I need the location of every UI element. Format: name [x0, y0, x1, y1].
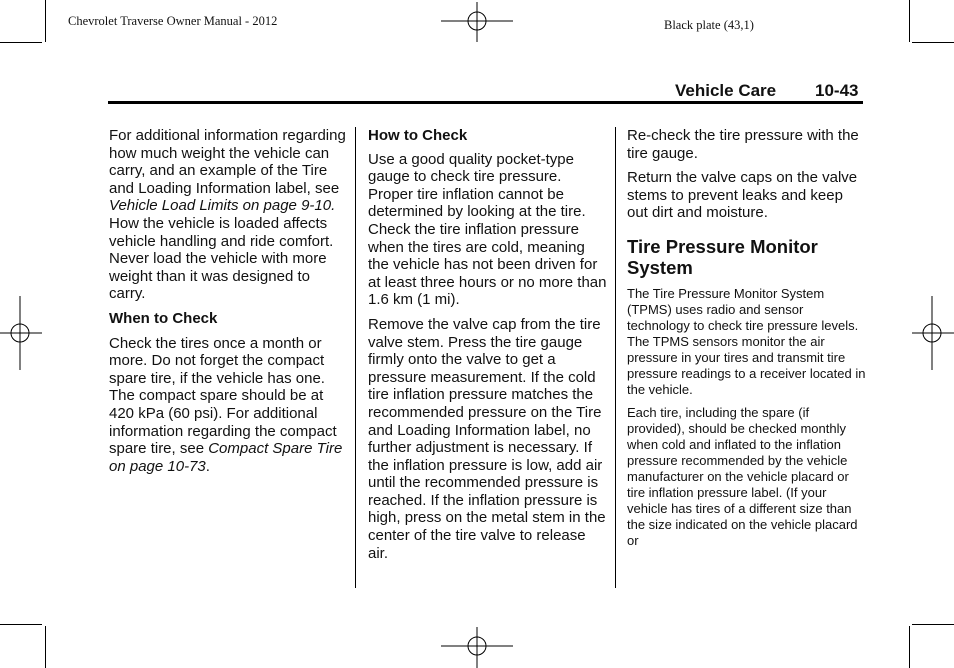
- crop-mark: [912, 624, 954, 625]
- plate-left-label: Chevrolet Traverse Owner Manual - 2012: [68, 14, 278, 28]
- column-1: [109, 127, 347, 482]
- text: Check the tires once a month or more. Do not forget the compact spare tire, if the vehicle has one. The compact spare should be at 420 kPa (60 psi). For additional information regarding the compact spare tire, see: [109, 334, 337, 458]
- paragraph: Remove the valve cap from the tire valve stem. Press the tire gauge firmly onto the valve to get a pressure measurement. If the cold tire inflation pressure matches the recommended pressure on the Tire and Loading Information label, no further adjustment is necessary. If the inflation pressure is low, add air until the recommended pressure is reached. If the inflation pressure is high, press on the metal stem in the center of the tire valve to release air.: [368, 315, 606, 562]
- plate-right-label: Black plate (43,1): [664, 18, 754, 32]
- crop-mark: [0, 42, 42, 43]
- column-divider: [355, 127, 356, 588]
- crop-mark: [45, 626, 46, 668]
- paragraph: The Tire Pressure Monitor System (TPMS) uses radio and sensor technology to check tire pressure levels. The TPMS sensors monitor the air pressure in your tires and transmit tire pressure readings to a receiver located in the vehicle.: [627, 285, 866, 397]
- registration-mark-left: [0, 296, 42, 370]
- subheading-when-to-check: When to Check: [109, 309, 218, 327]
- crop-mark: [909, 0, 910, 42]
- paragraph: Return the valve caps on the valve stems to prevent leaks and keep out dirt and moisture.: [627, 169, 858, 222]
- crop-mark: [0, 624, 42, 625]
- column-3: [627, 127, 867, 556]
- crop-mark: [909, 626, 910, 668]
- column-divider: [615, 127, 616, 588]
- crop-mark: [912, 42, 954, 43]
- registration-mark-right: [912, 296, 954, 370]
- column-2: [368, 127, 608, 569]
- registration-mark-top: [441, 2, 513, 44]
- page-number: 10-43: [815, 81, 859, 100]
- cross-reference-link[interactable]: Compact Spare Tire on page 10-73: [109, 440, 343, 475]
- paragraph: [109, 127, 347, 303]
- cross-reference-link[interactable]: Vehicle Load Limits on page 9-10.: [109, 197, 336, 215]
- text: .: [205, 457, 210, 475]
- paragraph: Each tire, including the spare (if provided), should be checked monthly when cold and inflated to the inflation pressure recommended by the vehicle manufacturer on the vehicle placard or tire inflation pressure label. (If your vehicle has tires of a different size than the size indicated on the vehicle placard or: [627, 404, 858, 548]
- paragraph: Use a good quality pocket-type gauge to check tire pressure. Proper tire inflation cannot be determined by looking at the tire. Check the tire inflation pressure when the tires are cold, meaning the vehicle has not been driven for at least three hours or no more than 1.6 km (1 mi).: [368, 150, 607, 309]
- section-heading: Tire Pressure Monitor System: [627, 235, 818, 278]
- paragraph: Re-check the tire pressure with the tire gauge.: [627, 127, 859, 162]
- text: How the vehicle is loaded affects vehicle handling and ride comfort. Never load the vehicle with more weight than it was designed to carry.: [109, 214, 334, 303]
- subheading-how-to-check: How to Check: [368, 127, 468, 144]
- registration-mark-bottom: [441, 627, 513, 668]
- text: For additional information regarding how much weight the vehicle can carry, and an example of the Tire and Loading Information label, see: [109, 127, 346, 197]
- crop-mark: [45, 0, 46, 42]
- section-title: Vehicle Care: [675, 81, 777, 100]
- paragraph: [109, 335, 347, 476]
- header-rule: [108, 101, 863, 104]
